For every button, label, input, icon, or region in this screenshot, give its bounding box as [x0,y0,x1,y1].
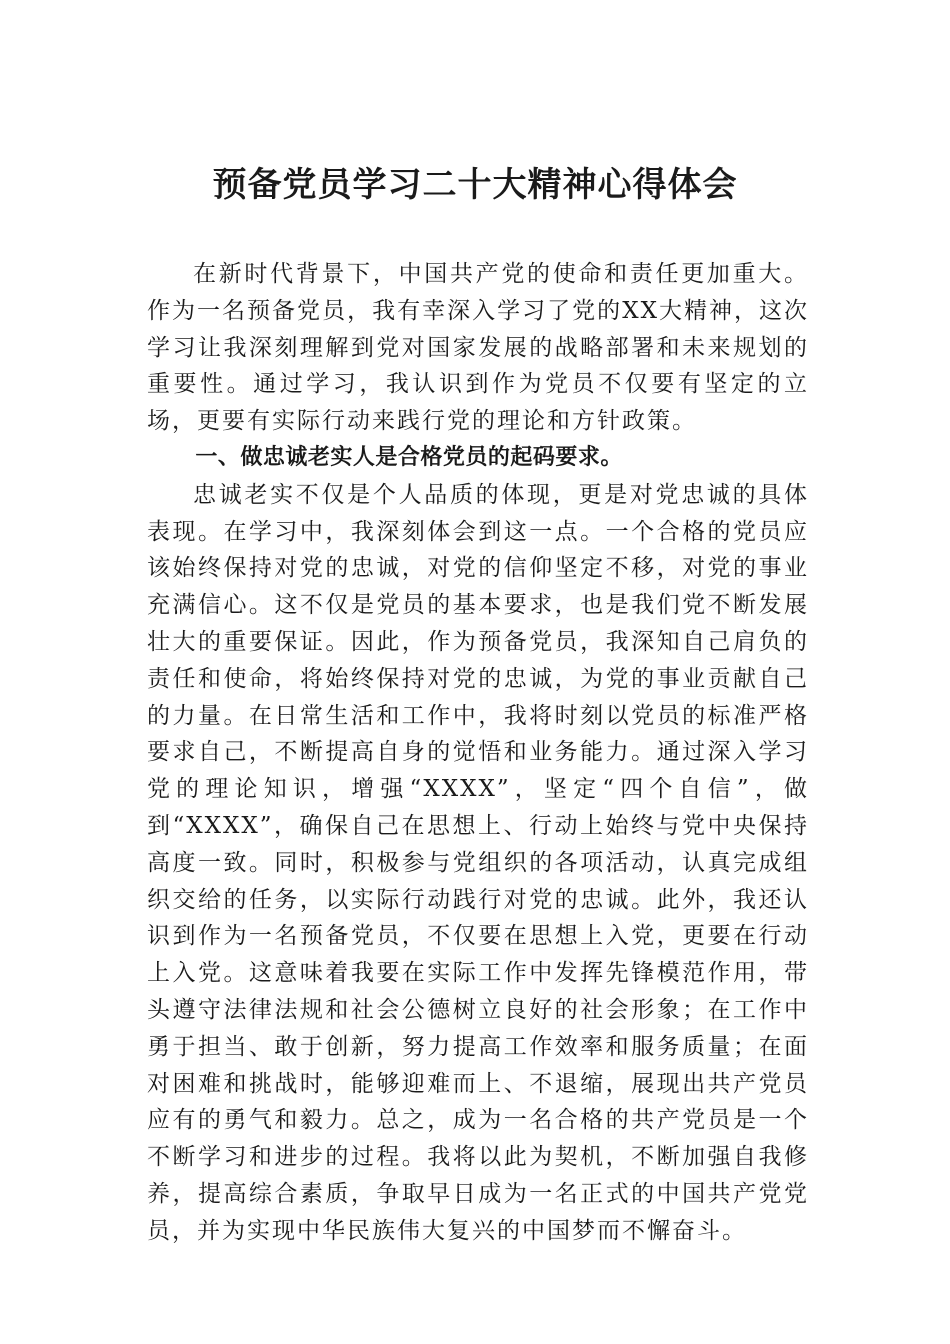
document-title: 预备党员学习二十大精神心得体会 [212,165,738,205]
section-paragraph: 忠诚老实不仅是个人品质的体现，更是对党忠诚的具体表现。在学习中，我深刻体会到这一点。一个合格的党员应该始终保持对党的忠诚，对党的信仰坚定不移，对党的事业充满信心。这不仅是党员的基本要求，也是我们党不断发展壮大的重要保证。因此，作为预备党员，我深知自己肩负的责任和使命，将始终保持对党的忠诚，为党的事业贡献自己的力量。在日常生活和工作中，我将时刻以党员的标准严格要求自己，不断提高自身的觉悟和业务能力。通过深入学习党的理论知识，增强“XXXX”，坚定“四个自信”，做到“XXXX”，确保自己在思想上、行动上始终与党中央保持高度一致。同时，积极参与党组织的各项活动，认真完成组织交给的任务，以实际行动践行对党的忠诚。此外，我还认识到作为一名预备党员，不仅要在思想上入党，更要在行动上入党。这意味着我要在实际工作中发挥先锋模范作用，带头遵守法律法规和社会公德树立良好的社会形象；在工作中勇于担当、敢于创新，努力提高工作效率和服务质量；在面对困难和挑战时，能够迎难而上、不退缩，展现出共产党员应有的勇气和毅力。总之，成为一名合格的共产党员是一个不断学习和进步的过程。我将以此为契机，不断加强自我修养，提高综合素质，争取早日成为一名正式的中国共产党党员，并为实现中华民族伟大复兴的中国梦而不懈奋斗。 [147,481,809,1244]
intro-paragraph: 在新时代背景下，中国共产党的使命和责任更加重大。作为一名预备党员，我有幸深入学习了党的XX大精神，这次学习让我深刻理解到党对国家发展的战略部署和未来规划的重要性。通过学习，我认识到作为党员不仅要有坚定的立场，更要有实际行动来践行党的理论和方针政策。 [147,261,809,435]
document-body [147,256,809,1250]
section-heading: 一、做忠诚老实人是合格党员的起码要求。 [195,444,623,470]
